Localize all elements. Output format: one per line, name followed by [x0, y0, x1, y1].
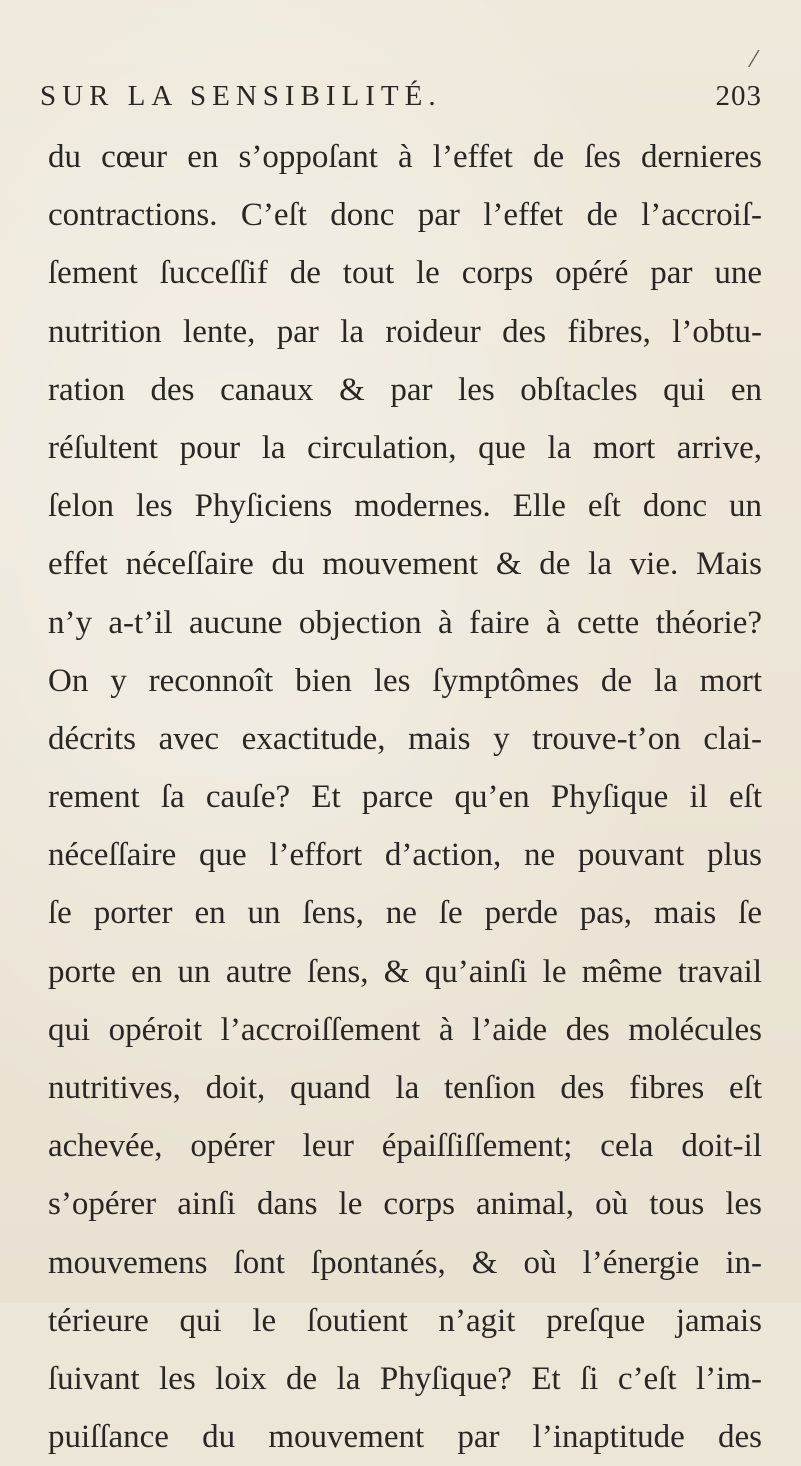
body-text [48, 128, 762, 1466]
text-line: ſuivant les loix de la Phyſique? Et ſi c’eſt l’im- [48, 1360, 762, 1397]
text-line: nutritives, doit, quand la tenſion des fibres eſt [48, 1070, 762, 1106]
text-line: décrits avec exactitude, mais y trouve-t’on clai- [48, 720, 762, 757]
text-line: achevée, opérer leur épaiſſiſſement; cela doit-il [48, 1128, 762, 1165]
text-line: ration des canaux & par les obſtacles qui en [48, 371, 762, 408]
text-line: ſelon les Phyſiciens modernes. Elle eſt donc un [48, 488, 762, 525]
text-line: térieure qui le ſoutient n’agit preſque jamais [48, 1302, 762, 1339]
text-line: néceſſaire que l’effort d’action, ne pouvant plus [48, 837, 762, 874]
text-line: rement ſa cauſe? Et parce qu’en Phyſique il eſt [48, 779, 762, 816]
text-line: porte en un autre ſens, & qu’ainſi le même travail [48, 953, 762, 990]
text-line: nutrition lente, par la roideur des fibres, l’obtu- [48, 313, 762, 350]
text-line: n’y a-t’il aucune objection à faire à cette théorie? [48, 604, 762, 641]
text-line: s’opérer ainſi dans le corps animal, où tous les [48, 1186, 762, 1223]
text-line: ſe porter en un ſens, ne ſe perde pas, mais ſe [48, 895, 762, 932]
text-line: On y reconnoît bien les ſymptômes de la mort [48, 662, 762, 699]
text-line: du cœur en s’oppoſant à l’effet de ſes dernieres [48, 139, 762, 175]
text-line: contractions. C’eſt donc par l’effet de l’accroiſ- [48, 197, 762, 234]
text-line: ſement ſucceſſif de tout le corps opéré par une [48, 255, 762, 292]
text-line: qui opéroit l’accroiſſement à l’aide des molécules [48, 1011, 762, 1048]
running-head: SUR LA SENSIBILITÉ. [40, 80, 442, 112]
text-line: puiſſance du mouvement par l’inaptitude des [48, 1419, 762, 1456]
page-number: 203 [715, 80, 762, 112]
text-line: réſultent pour la circulation, que la mort arrive, [48, 429, 762, 466]
text-line: mouvemens ſont ſpontanés, & où l’énergie in- [48, 1244, 762, 1281]
text-line: effet néceſſaire du mouvement & de la vie. Mais [48, 546, 762, 583]
page-header [40, 80, 770, 120]
corner-mark: ⁄ [752, 48, 756, 73]
